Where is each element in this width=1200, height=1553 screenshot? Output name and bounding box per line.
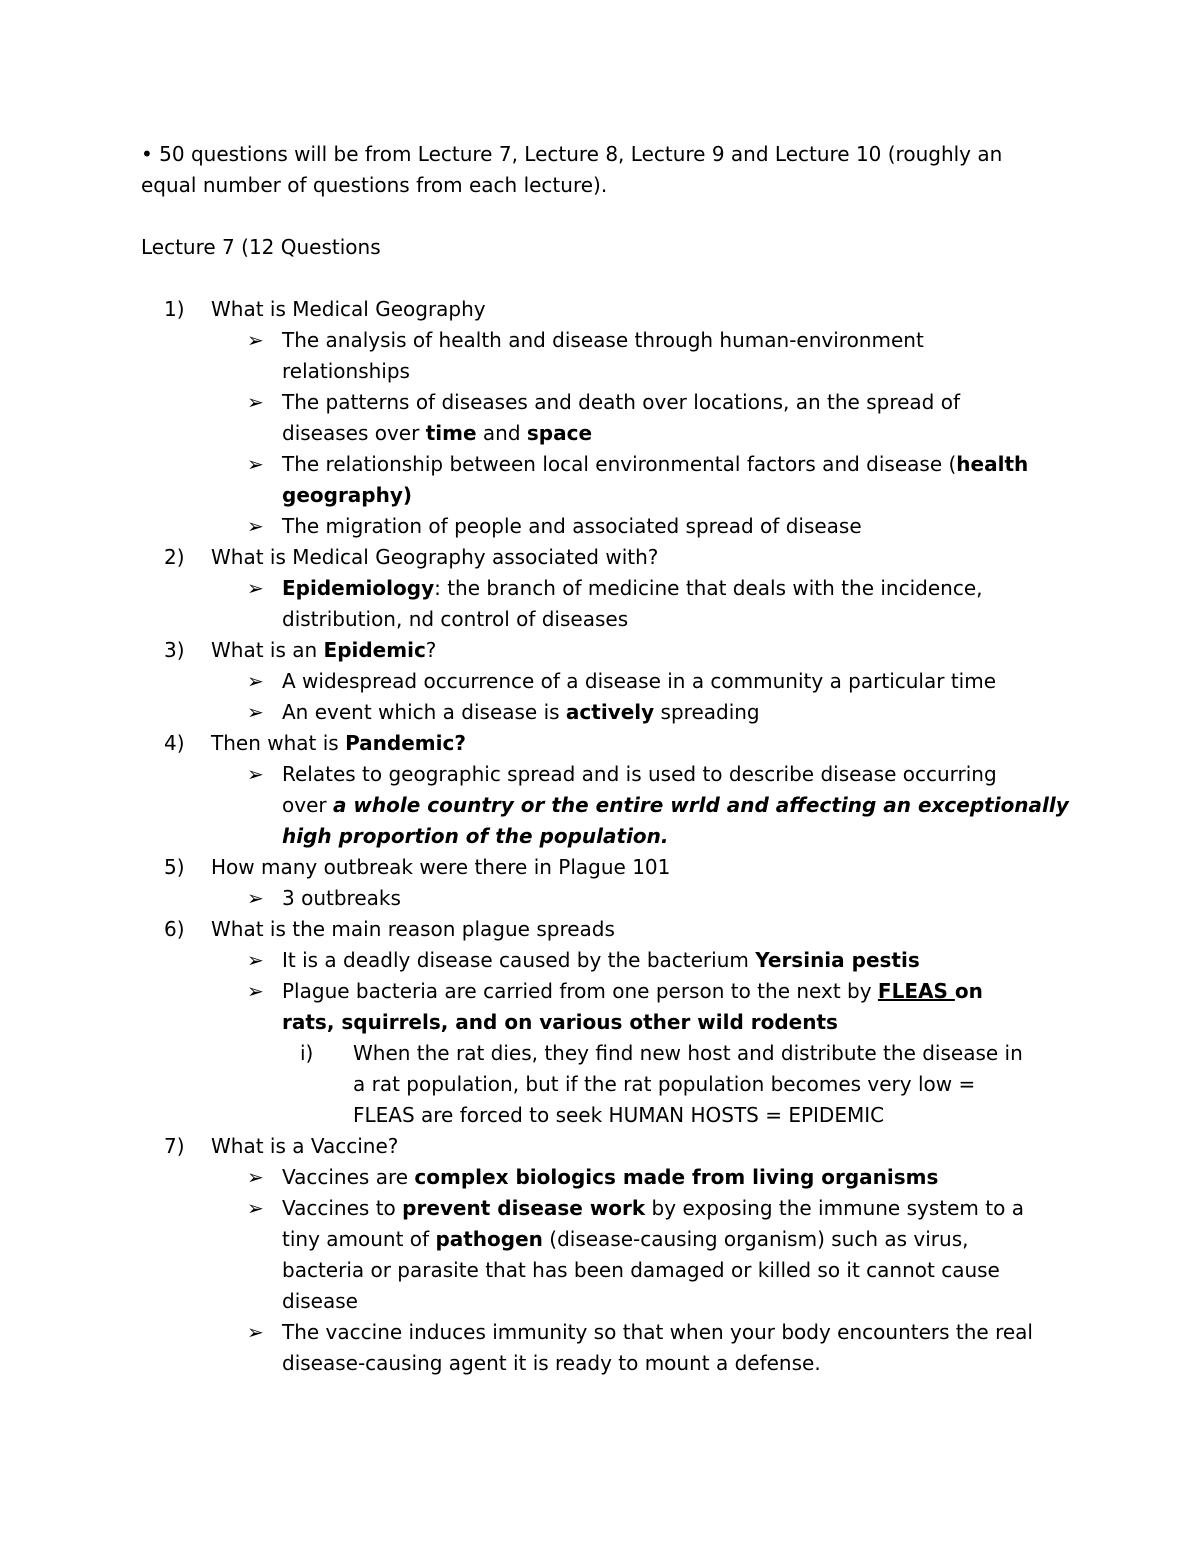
intro-line: • 50 questions will be from Lecture 7, Lecture 8, Lecture 9 and Lecture 10 (roughly an bbox=[141, 142, 1003, 166]
question-6 bbox=[141, 914, 1076, 945]
question-5 bbox=[141, 852, 1076, 883]
answer-bullet: ➢ The vaccine induces immunity so that when your body encounters the real disease-causing agent it is ready to mount a defense. bbox=[141, 1317, 1076, 1379]
question-number: 7) bbox=[164, 1134, 185, 1158]
arrow-bullet-icon: ➢ bbox=[247, 328, 264, 352]
question-3 bbox=[141, 635, 1076, 666]
question-4 bbox=[141, 728, 1076, 759]
question-text: What is Medical Geography associated with? bbox=[211, 545, 659, 569]
answer-bullet: ➢ Epidemiology: the branch of medicine that deals with the incidence, distribution, nd control of diseases bbox=[141, 573, 1076, 635]
answer-bullet: ➢ The analysis of health and disease through human-environment relationships bbox=[141, 325, 1076, 387]
question-number: 5) bbox=[164, 855, 185, 879]
question-text: Then what is Pandemic? bbox=[211, 731, 466, 755]
question-1 bbox=[141, 294, 1076, 325]
question-number: 2) bbox=[164, 545, 185, 569]
arrow-bullet-icon: ➢ bbox=[247, 700, 264, 724]
answer-bullet: ➢ Vaccines are complex biologics made from living organisms bbox=[141, 1162, 1076, 1193]
answer-bullet: ➢ It is a deadly disease caused by the bacterium Yersinia pestis bbox=[141, 945, 1076, 976]
question-text: What is an Epidemic? bbox=[211, 638, 437, 662]
answer-bullet: ➢ Plague bacteria are carried from one person to the next by FLEAS on rats, squirrels, and on various other wild rodents bbox=[141, 976, 1076, 1038]
arrow-bullet-icon: ➢ bbox=[247, 390, 264, 414]
arrow-bullet-icon: ➢ bbox=[247, 886, 264, 910]
question-2 bbox=[141, 542, 1076, 573]
question-number: 4) bbox=[164, 731, 185, 755]
question-text: What is a Vaccine? bbox=[211, 1134, 399, 1158]
question-text: How many outbreak were there in Plague 101 bbox=[211, 855, 671, 879]
section-heading: Lecture 7 (12 Questions bbox=[141, 235, 381, 259]
answer-bullet: ➢ The patterns of diseases and death over locations, an the spread of diseases over time and space bbox=[141, 387, 1076, 449]
answer-bullet: ➢ A widespread occurrence of a disease in a community a particular time bbox=[141, 666, 1076, 697]
arrow-bullet-icon: ➢ bbox=[247, 1165, 264, 1189]
document-page bbox=[141, 139, 1076, 1379]
arrow-bullet-icon: ➢ bbox=[247, 948, 264, 972]
arrow-bullet-icon: ➢ bbox=[247, 979, 264, 1003]
arrow-bullet-icon: ➢ bbox=[247, 1196, 264, 1220]
sub-point: i) When the rat dies, they find new host and distribute the disease in a rat population, but if the rat population becomes very low = FLEAS are forced to seek HUMAN HOSTS = EPIDEMIC bbox=[141, 1038, 1076, 1131]
sub-point-number: i) bbox=[300, 1041, 314, 1065]
answer-bullet: ➢ 3 outbreaks bbox=[141, 883, 1076, 914]
arrow-bullet-icon: ➢ bbox=[247, 514, 264, 538]
question-number: 6) bbox=[164, 917, 185, 941]
arrow-bullet-icon: ➢ bbox=[247, 1320, 264, 1344]
answer-bullet: ➢ An event which a disease is actively spreading bbox=[141, 697, 1076, 728]
answer-bullet: ➢ The migration of people and associated spread of disease bbox=[141, 511, 1076, 542]
arrow-bullet-icon: ➢ bbox=[247, 452, 264, 476]
question-number: 3) bbox=[164, 638, 185, 662]
question-text: What is Medical Geography bbox=[211, 297, 486, 321]
answer-bullet: ➢ Vaccines to prevent disease work by exposing the immune system to a tiny amount of pathogen (disease-causing organism) such as virus, bacteria or parasite that has been damaged or killed so it cannot cause disease bbox=[141, 1193, 1076, 1317]
answer-bullet: ➢ Relates to geographic spread and is used to describe disease occurring over a whole country or the entire wrld and affecting an exceptionally high proportion of the population. bbox=[141, 759, 1076, 852]
arrow-bullet-icon: ➢ bbox=[247, 576, 264, 600]
arrow-bullet-icon: ➢ bbox=[247, 762, 264, 786]
intro-line: equal number of questions from each lecture). bbox=[141, 173, 608, 197]
question-7 bbox=[141, 1131, 1076, 1162]
question-number: 1) bbox=[164, 297, 185, 321]
arrow-bullet-icon: ➢ bbox=[247, 669, 264, 693]
question-text: What is the main reason plague spreads bbox=[211, 917, 615, 941]
answer-bullet: ➢ The relationship between local environmental factors and disease (health geography) bbox=[141, 449, 1076, 511]
